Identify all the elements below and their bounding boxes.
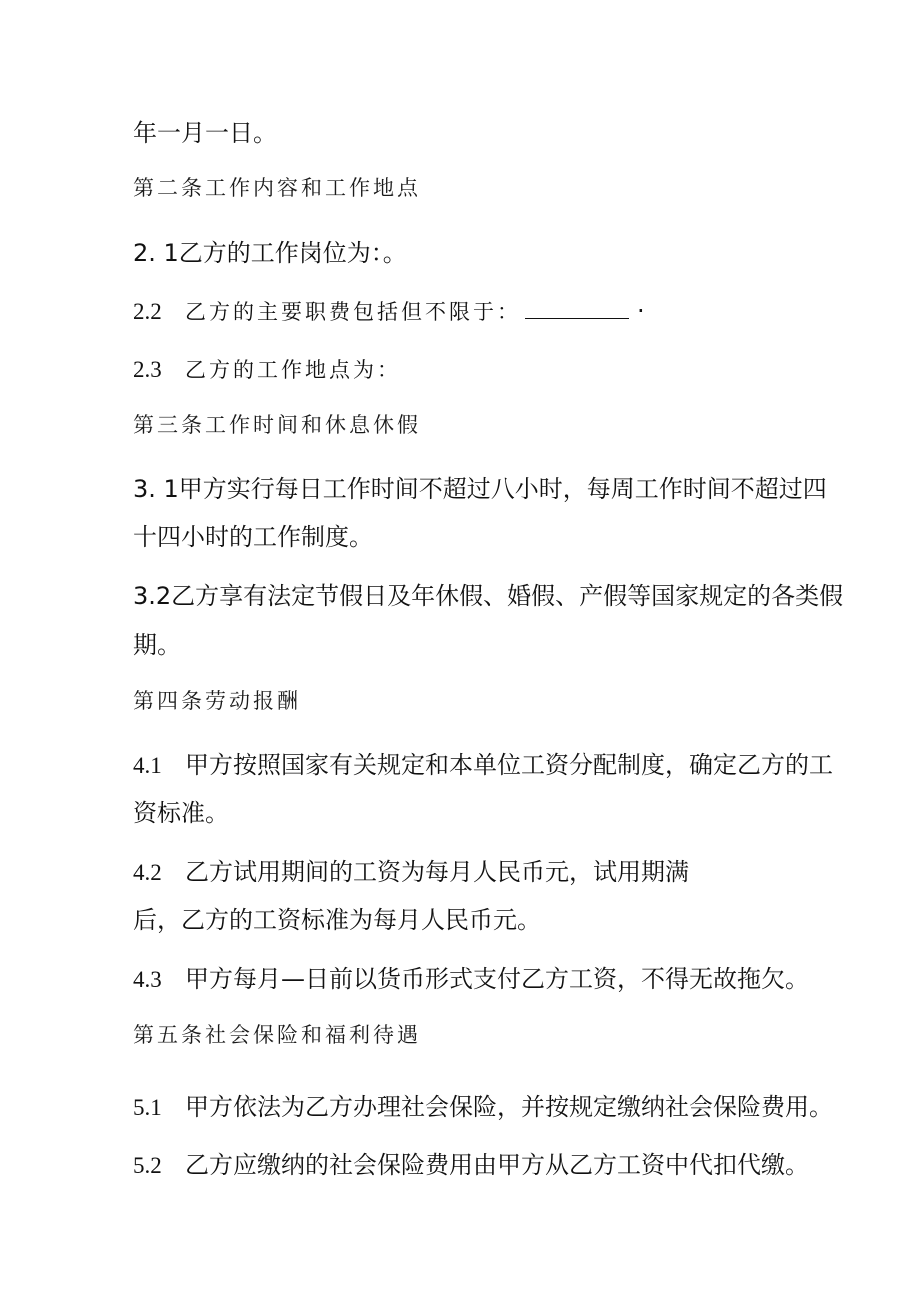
blank-line	[525, 298, 629, 319]
article-5-heading	[133, 1020, 421, 1050]
clause-2-2-text: 乙方的主要职费包括但不限于：	[185, 300, 521, 324]
clause-4-3-number: 4.3	[133, 967, 162, 992]
clause-4-3-text: 甲方每月—日前以货币形式支付乙方工资，不得无故拖欠。	[185, 965, 809, 993]
clause-4-2-text-b: 后，乙方的工资标准为每月人民币元。	[133, 906, 541, 934]
article-4-heading	[133, 686, 301, 716]
date-line	[133, 118, 277, 148]
clause-2-1	[133, 238, 407, 268]
article-3-heading	[133, 410, 421, 440]
clause-4-2-line-2	[133, 905, 541, 935]
article-2-title: 第二条工作内容和工作地点	[133, 176, 421, 200]
date-text: 年一月一日。	[133, 119, 277, 147]
clause-2-2-end-mark: ·	[637, 297, 645, 325]
article-4-title: 第四条劳动报酬	[133, 689, 301, 713]
clause-2-1-text: 2. 1乙方的工作岗位为：。	[133, 239, 407, 267]
article-5-title: 第五条社会保险和福利待遇	[133, 1023, 421, 1047]
clause-3-1-line-2	[133, 522, 373, 552]
clause-3-1-line-1	[133, 474, 827, 504]
clause-2-3-text: 乙方的工作地点为：	[185, 358, 401, 382]
clause-4-2-text-a: 乙方试用期间的工资为每月人民币元，试用期满	[185, 858, 689, 886]
clause-4-1-number: 4.1	[133, 753, 162, 778]
clause-5-1	[133, 1092, 833, 1123]
clause-5-2-text: 乙方应缴纳的社会保险费用由甲方从乙方工资中代扣代缴。	[185, 1151, 809, 1179]
clause-2-2	[133, 296, 645, 327]
clause-5-2	[133, 1150, 809, 1181]
article-3-title: 第三条工作时间和休息休假	[133, 413, 421, 437]
clause-2-2-number: 2.2	[133, 299, 162, 324]
clause-3-1-text-a: 3. 1甲方实行每日工作时间不超过八小时，每周工作时间不超过四	[133, 475, 827, 503]
clause-4-2-number: 4.2	[133, 860, 162, 885]
clause-4-1-line-1	[133, 750, 833, 781]
clause-3-2-line-1	[133, 581, 843, 611]
clause-2-3	[133, 354, 401, 385]
clause-4-3	[133, 964, 809, 995]
clause-2-3-number: 2.3	[133, 357, 162, 382]
clause-5-1-text: 甲方依法为乙方办理社会保险，并按规定缴纳社会保险费用。	[185, 1093, 833, 1121]
clause-5-2-number: 5.2	[133, 1153, 162, 1178]
clause-4-1-text-a: 甲方按照国家有关规定和本单位工资分配制度，确定乙方的工	[185, 751, 833, 779]
clause-5-1-number: 5.1	[133, 1095, 162, 1120]
clause-3-2-line-2	[133, 630, 181, 660]
clause-4-1-line-2	[133, 798, 229, 828]
clause-4-1-text-b: 资标准。	[133, 799, 229, 827]
clause-3-2-text-a: 3.2乙方享有法定节假日及年休假、婚假、产假等国家规定的各类假	[133, 582, 844, 610]
clause-3-1-text-b: 十四小时的工作制度。	[133, 523, 373, 551]
clause-4-2-line-1	[133, 857, 689, 888]
article-2-heading	[133, 173, 421, 203]
clause-3-2-text-b: 期。	[133, 631, 181, 659]
